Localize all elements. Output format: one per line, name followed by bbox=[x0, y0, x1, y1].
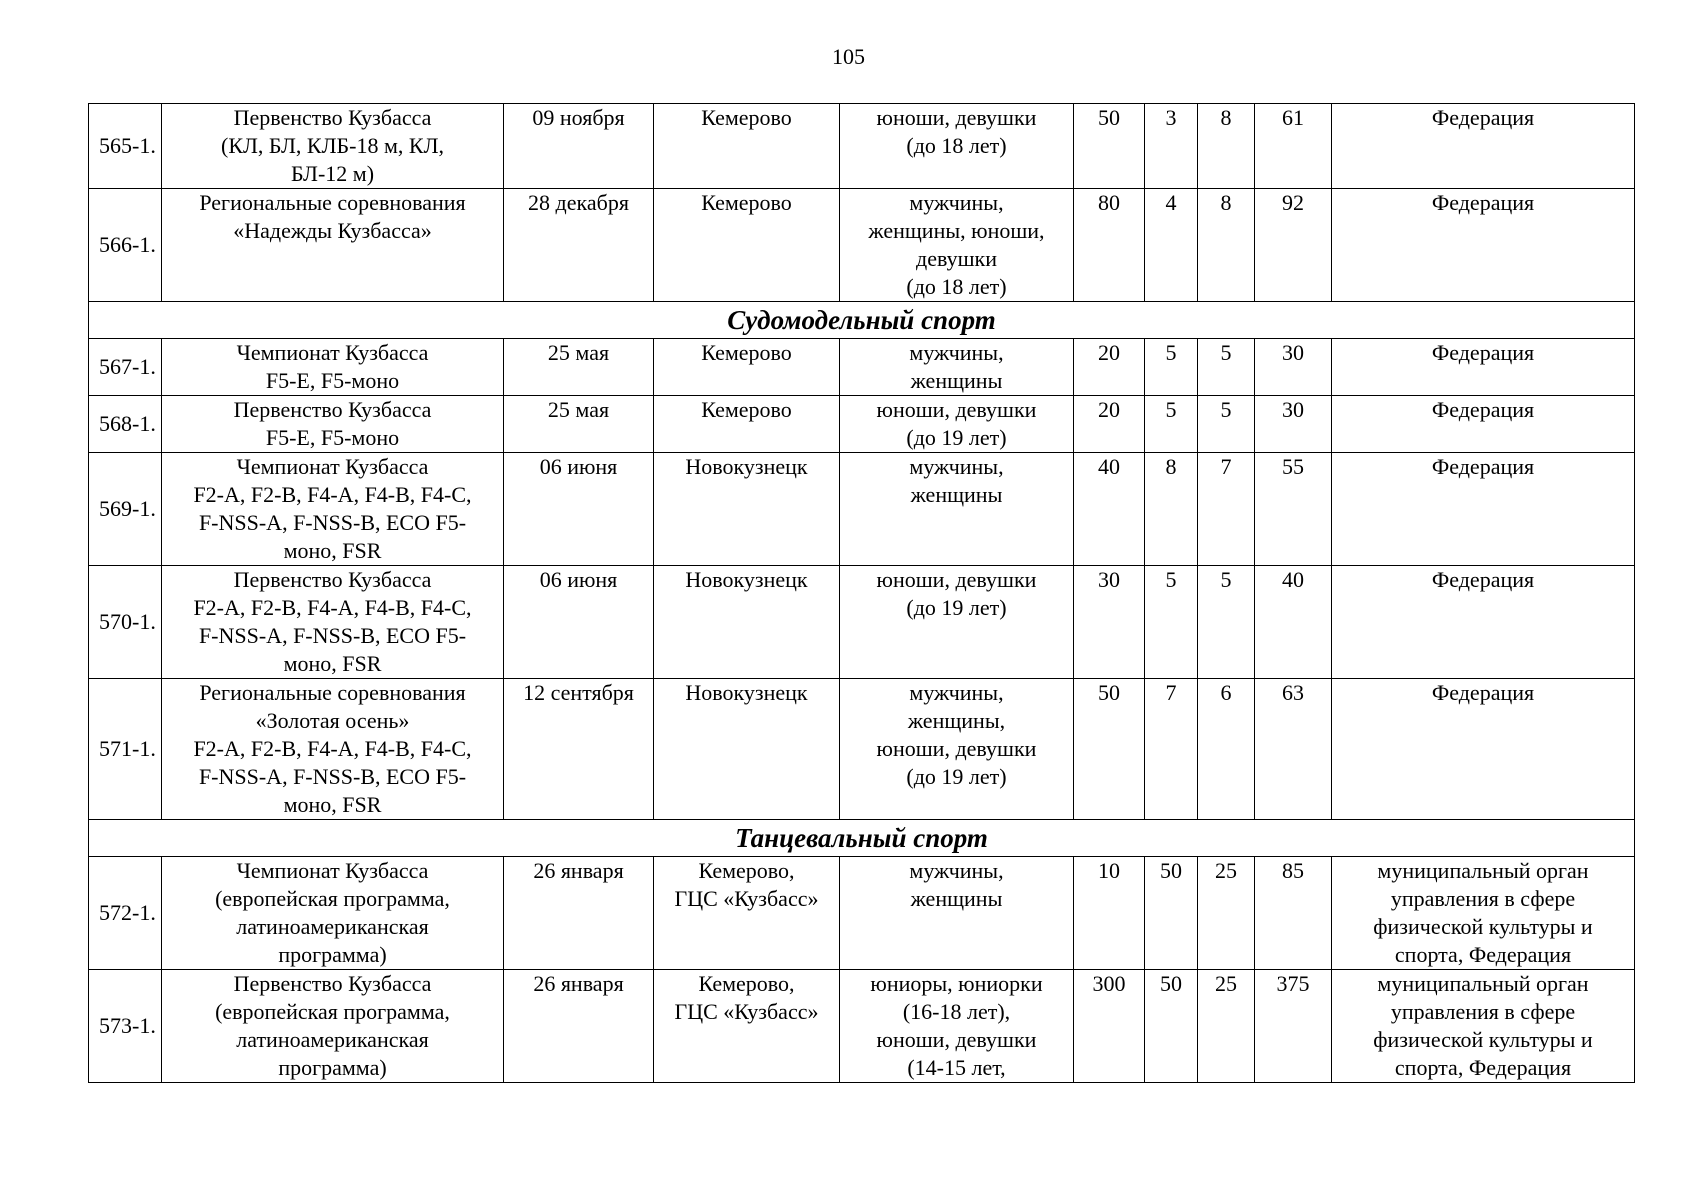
event-name-line: программа) bbox=[278, 1055, 387, 1080]
table-row bbox=[89, 970, 1635, 1083]
event-participants-line: юноши, девушки bbox=[876, 397, 1037, 422]
event-date: 06 июня bbox=[504, 566, 654, 679]
section-row bbox=[89, 302, 1635, 339]
event-name-line: Региональные соревнования bbox=[199, 190, 466, 215]
count-col-2: 7 bbox=[1145, 679, 1198, 820]
event-organizer-line: спорта, Федерация bbox=[1394, 942, 1572, 967]
event-date: 12 сентября bbox=[504, 679, 654, 820]
event-organizer bbox=[1332, 453, 1635, 566]
count-col-2: 8 bbox=[1145, 453, 1198, 566]
event-number: 565-1. bbox=[89, 104, 162, 189]
event-participants bbox=[840, 857, 1074, 970]
page-number: 105 bbox=[832, 44, 865, 69]
event-participants bbox=[840, 339, 1074, 396]
event-place-line: Кемерово bbox=[701, 397, 792, 422]
event-name bbox=[162, 396, 504, 453]
event-number: 566-1. bbox=[89, 189, 162, 302]
event-name bbox=[162, 189, 504, 302]
count-col-2: 5 bbox=[1145, 339, 1198, 396]
event-number: 571-1. bbox=[89, 679, 162, 820]
event-participants bbox=[840, 396, 1074, 453]
event-name-line: F2-A, F2-B, F4-A, F4-B, F4-C, bbox=[193, 736, 472, 761]
event-participants-line: юноши, девушки bbox=[876, 567, 1037, 592]
event-organizer bbox=[1332, 566, 1635, 679]
section-row bbox=[89, 820, 1635, 857]
event-place-line: ГЦС «Кузбасс» bbox=[674, 886, 819, 911]
event-place bbox=[654, 679, 840, 820]
event-name bbox=[162, 566, 504, 679]
count-col-3: 5 bbox=[1198, 339, 1255, 396]
event-name bbox=[162, 453, 504, 566]
event-name-line: моно, FSR bbox=[283, 792, 382, 817]
count-total: 30 bbox=[1255, 396, 1332, 453]
event-organizer-line: Федерация bbox=[1431, 397, 1535, 422]
count-col-2: 5 bbox=[1145, 566, 1198, 679]
event-name-line: программа) bbox=[278, 942, 387, 967]
event-organizer bbox=[1332, 970, 1635, 1083]
event-date: 06 июня bbox=[504, 453, 654, 566]
count-col-3: 8 bbox=[1198, 189, 1255, 302]
event-participants-line: мужчины, bbox=[909, 680, 1004, 705]
event-name-line: (европейская программа, bbox=[215, 999, 450, 1024]
event-place-line: Новокузнецк bbox=[685, 454, 808, 479]
event-date: 09 ноября bbox=[504, 104, 654, 189]
event-name-line: «Золотая осень» bbox=[255, 708, 410, 733]
event-place-line: Кемерово bbox=[701, 105, 792, 130]
event-name bbox=[162, 857, 504, 970]
event-number: 567-1. bbox=[89, 339, 162, 396]
table-row bbox=[89, 857, 1635, 970]
event-place bbox=[654, 189, 840, 302]
event-place-line: Кемерово, bbox=[698, 858, 795, 883]
section-title: Судомодельный спорт bbox=[89, 302, 1635, 339]
count-total: 92 bbox=[1255, 189, 1332, 302]
event-place bbox=[654, 566, 840, 679]
event-organizer-line: муниципальный орган bbox=[1377, 971, 1589, 996]
event-name-line: Региональные соревнования bbox=[199, 680, 466, 705]
event-number: 572-1. bbox=[89, 857, 162, 970]
event-organizer bbox=[1332, 679, 1635, 820]
event-name-line: «Надежды Кузбасса» bbox=[233, 218, 432, 243]
event-name-line: F2-A, F2-B, F4-A, F4-B, F4-C, bbox=[193, 595, 472, 620]
event-name-line: Первенство Кузбасса bbox=[233, 105, 432, 130]
count-col-1: 300 bbox=[1074, 970, 1145, 1083]
event-participants-line: девушки bbox=[916, 246, 997, 271]
event-organizer-line: Федерация bbox=[1431, 190, 1535, 215]
event-participants-line: мужчины, bbox=[909, 340, 1004, 365]
event-organizer bbox=[1332, 857, 1635, 970]
event-organizer-line: Федерация bbox=[1431, 680, 1535, 705]
table-row bbox=[89, 679, 1635, 820]
event-date: 25 мая bbox=[504, 339, 654, 396]
event-name-line: БЛ-12 м) bbox=[290, 161, 375, 186]
event-participants-line: юноши, девушки bbox=[876, 1027, 1037, 1052]
event-participants-line: (до 19 лет) bbox=[906, 595, 1007, 620]
event-organizer bbox=[1332, 189, 1635, 302]
event-participants-line: (14-15 лет, bbox=[907, 1055, 1006, 1080]
event-place-line: Кемерово bbox=[701, 190, 792, 215]
event-organizer-line: Федерация bbox=[1431, 340, 1535, 365]
event-place-line: Кемерово, bbox=[698, 971, 795, 996]
count-total: 63 bbox=[1255, 679, 1332, 820]
event-organizer-line: физической культуры и bbox=[1373, 914, 1593, 939]
count-col-1: 80 bbox=[1074, 189, 1145, 302]
event-organizer bbox=[1332, 396, 1635, 453]
event-date: 26 января bbox=[504, 970, 654, 1083]
event-participants-line: мужчины, bbox=[909, 454, 1004, 479]
table-row bbox=[89, 104, 1635, 189]
count-total: 30 bbox=[1255, 339, 1332, 396]
event-name-line: Первенство Кузбасса bbox=[233, 971, 432, 996]
event-participants bbox=[840, 189, 1074, 302]
count-col-1: 40 bbox=[1074, 453, 1145, 566]
event-number: 573-1. bbox=[89, 970, 162, 1083]
count-col-2: 5 bbox=[1145, 396, 1198, 453]
event-name-line: Чемпионат Кузбасса bbox=[236, 454, 429, 479]
count-total: 61 bbox=[1255, 104, 1332, 189]
count-col-3: 6 bbox=[1198, 679, 1255, 820]
event-participants-line: женщины bbox=[910, 368, 1003, 393]
event-participants bbox=[840, 453, 1074, 566]
event-place bbox=[654, 339, 840, 396]
count-col-3: 7 bbox=[1198, 453, 1255, 566]
table-row bbox=[89, 566, 1635, 679]
event-name-line: F5-E, F5-моно bbox=[265, 368, 400, 393]
count-col-1: 30 bbox=[1074, 566, 1145, 679]
count-total: 85 bbox=[1255, 857, 1332, 970]
event-place-line: Кемерово bbox=[701, 340, 792, 365]
event-participants-line: (до 19 лет) bbox=[906, 425, 1007, 450]
event-number: 569-1. bbox=[89, 453, 162, 566]
event-organizer-line: Федерация bbox=[1431, 454, 1535, 479]
event-name-line: моно, FSR bbox=[283, 651, 382, 676]
event-name-line: моно, FSR bbox=[283, 538, 382, 563]
event-name-line: Первенство Кузбасса bbox=[233, 397, 432, 422]
event-name-line: латиноамериканская bbox=[236, 1027, 429, 1052]
event-name bbox=[162, 104, 504, 189]
events-table bbox=[88, 103, 1635, 1083]
event-date: 28 декабря bbox=[504, 189, 654, 302]
event-organizer-line: управления в сфере bbox=[1390, 886, 1576, 911]
count-col-2: 50 bbox=[1145, 970, 1198, 1083]
event-participants-line: (до 18 лет) bbox=[906, 274, 1007, 299]
count-total: 375 bbox=[1255, 970, 1332, 1083]
event-organizer-line: Федерация bbox=[1431, 567, 1535, 592]
event-place bbox=[654, 104, 840, 189]
table-row bbox=[89, 339, 1635, 396]
event-participants-line: (до 18 лет) bbox=[906, 133, 1007, 158]
event-place bbox=[654, 396, 840, 453]
event-organizer bbox=[1332, 339, 1635, 396]
event-organizer-line: управления в сфере bbox=[1390, 999, 1576, 1024]
event-place-line: ГЦС «Кузбасс» bbox=[674, 999, 819, 1024]
event-participants bbox=[840, 566, 1074, 679]
event-place bbox=[654, 970, 840, 1083]
event-date: 26 января bbox=[504, 857, 654, 970]
event-name-line: (европейская программа, bbox=[215, 886, 450, 911]
count-col-2: 50 bbox=[1145, 857, 1198, 970]
count-col-1: 10 bbox=[1074, 857, 1145, 970]
event-participants bbox=[840, 679, 1074, 820]
event-number: 568-1. bbox=[89, 396, 162, 453]
event-participants-line: (16-18 лет), bbox=[902, 999, 1011, 1024]
event-name-line: F-NSS-A, F-NSS-B, ECO F5- bbox=[198, 764, 467, 789]
event-place bbox=[654, 857, 840, 970]
event-name-line: (КЛ, БЛ, КЛБ-18 м, КЛ, bbox=[221, 133, 444, 158]
event-place bbox=[654, 453, 840, 566]
event-organizer bbox=[1332, 104, 1635, 189]
count-col-1: 50 bbox=[1074, 679, 1145, 820]
event-name-line: F-NSS-A, F-NSS-B, ECO F5- bbox=[198, 623, 467, 648]
table-row bbox=[89, 396, 1635, 453]
table-body bbox=[89, 104, 1635, 1083]
table-row bbox=[89, 453, 1635, 566]
count-col-2: 4 bbox=[1145, 189, 1198, 302]
event-participants-line: мужчины, bbox=[909, 190, 1004, 215]
event-name-line: Чемпионат Кузбасса bbox=[236, 858, 429, 883]
event-participants-line: (до 19 лет) bbox=[906, 764, 1007, 789]
event-participants bbox=[840, 970, 1074, 1083]
event-participants-line: женщины, bbox=[907, 708, 1006, 733]
event-participants-line: женщины bbox=[910, 886, 1003, 911]
event-participants-line: женщины bbox=[910, 482, 1003, 507]
event-name bbox=[162, 679, 504, 820]
count-col-1: 20 bbox=[1074, 396, 1145, 453]
event-name-line: Первенство Кузбасса bbox=[233, 567, 432, 592]
event-number: 570-1. bbox=[89, 566, 162, 679]
event-participants-line: юниоры, юниорки bbox=[870, 971, 1043, 996]
event-name bbox=[162, 970, 504, 1083]
count-col-3: 5 bbox=[1198, 396, 1255, 453]
event-participants-line: юноши, девушки bbox=[876, 105, 1037, 130]
count-total: 40 bbox=[1255, 566, 1332, 679]
event-date: 25 мая bbox=[504, 396, 654, 453]
event-organizer-line: муниципальный орган bbox=[1377, 858, 1589, 883]
event-participants-line: мужчины, bbox=[909, 858, 1004, 883]
count-col-3: 25 bbox=[1198, 857, 1255, 970]
event-organizer-line: физической культуры и bbox=[1373, 1027, 1593, 1052]
count-col-1: 50 bbox=[1074, 104, 1145, 189]
count-col-3: 25 bbox=[1198, 970, 1255, 1083]
event-name-line: латиноамериканская bbox=[236, 914, 429, 939]
event-place-line: Новокузнецк bbox=[685, 567, 808, 592]
count-col-2: 3 bbox=[1145, 104, 1198, 189]
event-name-line: F5-E, F5-моно bbox=[265, 425, 400, 450]
event-organizer-line: Федерация bbox=[1431, 105, 1535, 130]
event-name-line: F-NSS-A, F-NSS-B, ECO F5- bbox=[198, 510, 467, 535]
count-col-3: 5 bbox=[1198, 566, 1255, 679]
event-participants-line: женщины, юноши, bbox=[868, 218, 1045, 243]
event-participants-line: юноши, девушки bbox=[876, 736, 1037, 761]
event-place-line: Новокузнецк bbox=[685, 680, 808, 705]
event-name-line: Чемпионат Кузбасса bbox=[236, 340, 429, 365]
table-row bbox=[89, 189, 1635, 302]
event-name-line: F2-A, F2-B, F4-A, F4-B, F4-C, bbox=[193, 482, 472, 507]
count-col-3: 8 bbox=[1198, 104, 1255, 189]
section-title: Танцевальный спорт bbox=[89, 820, 1635, 857]
event-name bbox=[162, 339, 504, 396]
event-participants bbox=[840, 104, 1074, 189]
count-total: 55 bbox=[1255, 453, 1332, 566]
event-organizer-line: спорта, Федерация bbox=[1394, 1055, 1572, 1080]
count-col-1: 20 bbox=[1074, 339, 1145, 396]
